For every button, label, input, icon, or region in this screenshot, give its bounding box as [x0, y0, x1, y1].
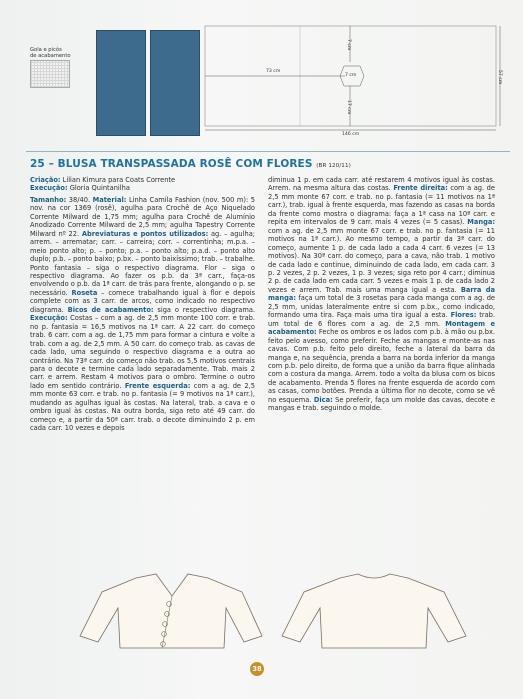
right_col-text: com a ag. de 2,5 mm monte 67 corr. e trab. no p. fantasia (= 11 motivos na 1ª carr.), trab. igual à frente esquerda, mas fazendo as casas na borda da frente como mostra o diagrama: faça a 1ª casa na 10ª carr. e repita em intervalos de 9 carr. mais 4 vezes (= 5 casas).: [268, 184, 495, 227]
collar-label-line1: Gola e picôs: [30, 47, 62, 53]
right-body: [268, 176, 495, 413]
left_col-heading: Execução:: [30, 314, 68, 323]
left-column: [30, 176, 255, 433]
right_col-heading: Montagem e acabamento:: [268, 319, 496, 337]
left_col-heading: Bicos de acabamento:: [67, 305, 154, 314]
article-code: (BR 120/11): [316, 163, 351, 169]
exec-text: Gloria Quintanilha: [67, 184, 130, 193]
right_col-text: Feche os ombros e os lados com p.b. à mão ou p.bx. feito pelo avesso, como preferir. Feche as mangas e monte-as nas cavas. Com p.b. feito pelo direito, feche a lateral da barra da manga e, na sequência, prenda a barra na borda inferior da manga com p.b. pelo direito, de forma que a união da barra fique alinhada com a costura da manga. Arrem. todo a volta da blusa com os bicos de acabamento. Prenda 5 flores na frente esquerda de acordo com as casas, como botões. Prenda a última flor no decote, como se vê no esquema.: [268, 328, 495, 404]
right_col-text: diminua 1 p. em cada carr. até restarem 4 motivos igual às costas. Arrem. na mesma altura das costas.: [268, 176, 495, 193]
diagram-area: [0, 0, 523, 152]
dim-7cm-mid: 7 cm: [345, 73, 357, 78]
right_col-text: faça um total de 3 rosetas para cada manga com a ag. de 2,5 mm, unidas lateralmente entre si com p.bx., como indicado, formando uma tira. Faça mais uma tira igual a esta.: [268, 294, 495, 320]
left_col-text: Linha Camila Fashion (nov. 500 m): 5 nov. na cor 1369 (rosê), agulha para Crochê de Aço Niquelado Corrente Milward de 1,75 mm; agulha para Crochê de Alumínio Anodizado Corrente Milward de 2,5 mm; agulha Tapestry Corrente Milward nº 22.: [30, 195, 255, 238]
left_col-text: ag. – agulha; arrem. – arrematar; carr. – carreira; corr. – correntinha; m.p.a. – meio ponto alto; p. – ponto; p.a. – ponto alto; p.a.d. – ponto alto duplo; p.b. – ponto baixo; p.bx. – ponto baixíssimo; trab. – trabalhe. Ponto fantasia – siga o respectivo diagrama. Flor – siga o respectivo diagrama. Ao fazer os p.b. da 3ª carr., faça-os envolvendo o p.b. da 1ª carr. de trás para frente, alongando o p. se necessário.: [30, 229, 256, 297]
left_col-text: siga o respectivo diagrama.: [153, 305, 255, 314]
collar-label-line2: de acabamento: [30, 53, 71, 59]
credit-text: Lilian Kimura para Coats Corrente: [60, 176, 176, 184]
left_col-heading: Frente esquerda:: [124, 381, 191, 390]
right_col-heading: Dica:: [313, 395, 333, 404]
page-number: 38: [250, 662, 264, 676]
left_col-heading: Roseta: [71, 288, 98, 297]
garment-front-illustration: [76, 572, 266, 652]
exec-label: Execução:: [30, 184, 68, 193]
garment-back-illustration: [276, 572, 472, 652]
left_col-heading: Abreviaturas e pontos utilizados:: [81, 229, 209, 238]
right_col-heading: Manga:: [467, 218, 495, 227]
credit-label: Criação:: [30, 176, 61, 184]
left_col-text: Costas – com a ag. de 2,5 mm monte 100 corr. e trab. no p. fantasia = 16,5 motivos na 1ª carr. A 22 carr. do começo trab. 6 carr. com a ag. de 1,75 mm para formar a cintura e volte a trab. com a ag. de 2,5 mm. A 50 carr. do começo trab. as cavas de cada lado, uma seguindo o respectivo diagrama e a outra ao contrário. Na 73ª carr. do começo não trab. os 5,5 motivos centrais para o decote e termine cada lado separadamente. Trab. mais 2 carr. e arrem. Restam 4 motivos para o ombro. Termine o outro lado em sentido contrário.: [30, 314, 255, 390]
dim-17cm: 17 cm: [346, 100, 351, 115]
right_col-text: com a ag. de 2,5 mm monte 67 corr. e trab. no p. fantasia (= 11 motivos na 1ª carr.). Ao mesmo tempo, a partir da 3ª carr. do começo, aumente 1 p. de cada lado a cada 4 carr. 6 vezes (= 13 motivos). Na 30ª carr. do começo, para a cava, não trab. 1 motivo de cada lado e continue, diminuindo de cada lado, em cada carr. 3 p. 2 vezes, 2 p. 2 vezes, 1 p. 3 vezes; siga reto por 4 carr.; diminua 2 p. de cada lado em cada carr. 5 vezes e mais 1 p. de cada lado 2 vezes e arrem. Trab. mais uma manga igual a esta.: [268, 226, 495, 294]
section-divider: [26, 151, 510, 152]
left-body: [30, 196, 255, 433]
left_col-text: com a ag. de 2,5 mm monte 63 corr. e trab. no p. fantasia (= 9 motivos na 1ª carr.), mudando as agulhas igual às costas. Na lateral, trab. a cava e o ombro igual às costas. Na outra borda, siga reto até 49 carr. do começo e, a partir da 50ª carr. trab. o decote diminuindo 2 p. em cada carr. 10 vezes e depois: [30, 381, 255, 433]
credit-line: [30, 176, 255, 184]
dim-73cm: 73 cm: [266, 69, 281, 74]
right_col-heading: Barra da manga:: [268, 285, 495, 303]
left_col-text: – comece trabalhando igual à flor e depois complete com as 3 carr. de arcos, como indicado no respectivo diagrama.: [30, 288, 255, 314]
article-title: [30, 158, 351, 170]
sleeve-schematic: [0, 0, 523, 152]
left_col-heading: Tamanho:: [30, 195, 67, 204]
right_col-text: Se preferir, faça um molde das cavas, decote e mangas e trab. seguindo o molde.: [268, 395, 495, 413]
left_col-text: 38/40.: [66, 195, 93, 204]
right_col-heading: Flores:: [450, 311, 477, 320]
right_col-text: trab. um total de 6 flores com a ag. de 2,5 mm.: [268, 311, 495, 328]
right-column: [268, 176, 495, 413]
left_col-heading: Material:: [92, 195, 127, 204]
right_col-heading: Frente direita:: [393, 184, 448, 193]
dim-146cm: 146 cm: [342, 132, 360, 137]
exec-line: [30, 184, 255, 192]
dim-7cm-top: 7 cm: [346, 39, 351, 51]
article-title-text: 25 – BLUSA TRANSPASSADA ROSÊ COM FLORES: [30, 158, 313, 170]
dim-57cm: 57 cm: [497, 70, 502, 85]
